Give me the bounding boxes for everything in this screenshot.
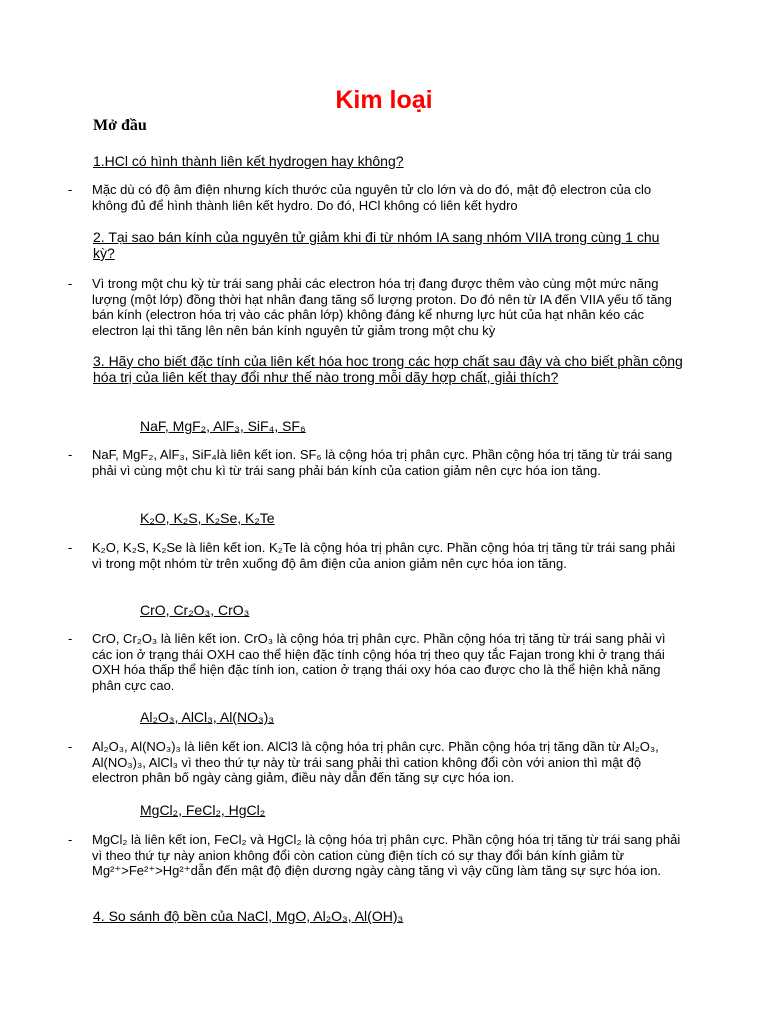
answer-4-text: K₂O, K₂S, K₂Se là liên kết ion. K₂Te là cộng hóa trị phân cực. Phần cộng hóa trị tăng từ trái sang phải vì trong một nhóm từ trên xuống độ âm điện của anion giảm nên cực hóa ion tăng. [92,540,676,571]
bullet-dash: - [68,631,73,646]
bullet-dash: - [68,276,73,291]
bullet-dash: - [68,739,73,754]
answer-2 [68,276,688,338]
answer-7-text: MgCl₂ là liên kết ion, FeCl₂ và HgCl₂ là cộng hóa trị phân cực. Phần cộng hóa trị tăng từ trái sang phải vì theo thứ tự này anion không đổi còn cation cùng điện tích có sự thay đổi bán kính giảm từ Mg²⁺>Fe²⁺>Hg²⁺dẫn đến mật độ điện dương ngày càng tăng vì vậy cũng làm tăng sự sực hóa ion. [92,832,681,878]
formula-series-5: MgCl₂, FeCl₂, HgCl₂ [140,802,266,818]
section-heading: Mở đầu [93,117,147,134]
answer-1 [68,182,688,213]
answer-4 [68,540,688,571]
formula-series-1: NaF, MgF₂, AlF₃, SiF₄, SF₆ [140,418,306,434]
answer-2-text: Vì trong một chu kỳ từ trái sang phải các electron hóa trị đang được thêm vào cùng một mức năng lượng (một lớp) đồng thời hạt nhân đang tăng số lượng proton. Do đó nên từ IA đến VIIA yếu tố tăng bán kính (electron hóa trị vào các phân lớp) không đáng kể nhưng lực hút của hạt nhân kéo các electron lại thì tăng lên nên bán kính nguyên tử giảm trong một chu kỳ [92,276,672,338]
bullet-dash: - [68,182,73,197]
question-1: 1.HCl có hình thành liên kết hydrogen hay không? [93,153,404,169]
formula-series-3: CrO, Cr₂O₃, CrO₃ [140,602,250,618]
question-3: 3. Hãy cho biết đặc tính của liên kết hóa hoc trong các hợp chất sau đây và cho biết phần cộng hóa trị của liên kết thay đổi như thế nào trong mỗi dãy hợp chất, giải thích? [93,353,683,385]
answer-5 [68,631,688,693]
question-2: 2. Tại sao bán kính của nguyên tử giảm khi đi từ nhóm IA sang nhóm VIIA trong cùng 1 chu kỳ? [93,229,660,261]
formula-series-2: K₂O, K₂S, K₂Se, K₂Te [140,510,275,526]
answer-3 [68,447,688,478]
formula-series-4: Al₂O₃, AlCl₃, Al(NO₃)₃ [140,709,275,725]
bullet-dash: - [68,540,73,555]
answer-6 [68,739,688,786]
bullet-dash: - [68,447,73,462]
bullet-dash: - [68,832,73,847]
answer-1-text: Mặc dù có độ âm điện nhưng kích thước của nguyên tử clo lớn và do đó, mật độ electron của clo không đủ để hình thành liên kết hydro. Do đó, HCl không có liên kết hydro [92,182,652,213]
answer-3-text: NaF, MgF₂, AlF₃, SiF₄là liên kết ion. SF₆ là cộng hóa trị phân cực. Phần cộng hóa trị tăng từ trái sang phải vì cùng một chu kì từ trái sang phải bán kính của cation giảm nên cực hóa ion tăng. [92,447,673,478]
answer-5-text: CrO, Cr₂O₃ là liên kết ion. CrO₃ là cộng hóa trị phân cực. Phần cộng hóa trị tăng từ trái sang phải vì các ion ở trạng thái OXH cao thể hiện đặc tính cộng hóa trị theo quy tắc Fajan trong khi ở trạng thái OXH hóa thấp thể hiện đặc tính ion, cation ở trạng thái oxy hóa cao được cho là thể hiện khả năng phân cực cao. [92,631,666,693]
answer-7 [68,832,688,879]
question-4: 4. So sánh độ bền của NaCl, MgO, Al₂O₃, Al(OH)₃ [93,908,404,924]
page-title: Kim loại [335,86,433,114]
answer-6-text: Al₂O₃, Al(NO₃)₃ là liên kết ion. AlCl3 là cộng hóa trị phân cực. Phần cộng hóa trị tăng dần từ Al₂O₃, Al(NO₃)₃, AlCl₃ vì theo thứ tự này từ trái sang phải thì cation không đổi còn với anion thì mật độ electron phân bố ngày càng giảm, điều này dẫn đến tăng sự cực hóa ion. [92,739,659,785]
